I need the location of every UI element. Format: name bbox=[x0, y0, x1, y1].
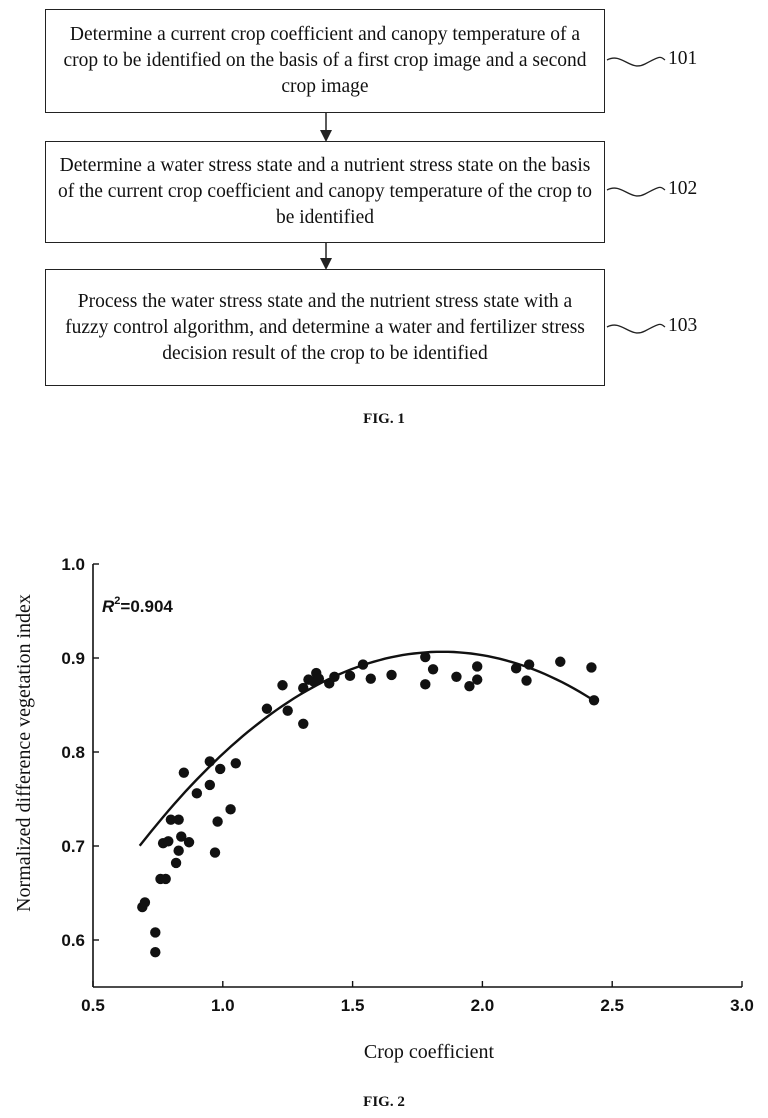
data-point bbox=[140, 897, 150, 907]
data-point bbox=[205, 780, 215, 790]
fig1-caption: FIG. 1 bbox=[363, 411, 405, 427]
data-point bbox=[176, 831, 186, 841]
data-point bbox=[150, 947, 160, 957]
data-point bbox=[155, 874, 165, 884]
chart-fit-curve bbox=[140, 652, 597, 846]
data-point bbox=[345, 671, 355, 681]
data-point bbox=[277, 680, 287, 690]
chart-points bbox=[137, 652, 599, 958]
y-axis-label: Normalized difference vegetation index bbox=[13, 594, 35, 912]
data-point bbox=[231, 758, 241, 768]
data-point bbox=[386, 670, 396, 680]
data-point bbox=[262, 704, 272, 714]
data-point bbox=[311, 668, 321, 678]
y-tick-label: 0.6 bbox=[61, 931, 85, 950]
r-superscript: 2 bbox=[114, 595, 121, 607]
data-point bbox=[303, 674, 313, 684]
r-squared-value: =0.904 bbox=[120, 597, 173, 616]
x-tick-label: 2.5 bbox=[600, 996, 625, 1015]
data-point bbox=[158, 838, 168, 848]
data-point bbox=[428, 664, 438, 674]
data-point bbox=[358, 659, 368, 669]
data-point bbox=[314, 673, 324, 683]
ref-leader-102 bbox=[607, 187, 665, 196]
data-point bbox=[166, 814, 176, 824]
data-point bbox=[225, 804, 235, 814]
data-point bbox=[137, 902, 147, 912]
y-tick-label: 0.8 bbox=[61, 743, 85, 762]
x-tick-label: 2.0 bbox=[470, 996, 495, 1015]
y-tick-label: 0.7 bbox=[61, 837, 85, 856]
data-point bbox=[215, 764, 225, 774]
flow-step-102-text: Determine a water stress state and a nutrient stress state on the basis of the current crop coefficient and canopy temperature of the crop to be identified bbox=[57, 155, 593, 228]
r-squared-annotation bbox=[102, 595, 173, 616]
flowchart-connectors bbox=[0, 0, 768, 420]
data-point bbox=[184, 837, 194, 847]
fig2-caption: FIG. 2 bbox=[363, 1094, 405, 1110]
chart-axes bbox=[93, 564, 742, 987]
y-tick-label: 1.0 bbox=[61, 555, 85, 574]
data-point bbox=[521, 675, 531, 685]
data-point bbox=[586, 662, 596, 672]
data-point bbox=[589, 695, 599, 705]
data-point bbox=[420, 679, 430, 689]
data-point bbox=[555, 657, 565, 667]
data-point bbox=[179, 767, 189, 777]
x-tick-label: 0.5 bbox=[81, 996, 105, 1015]
data-point bbox=[171, 858, 181, 868]
data-point bbox=[298, 719, 308, 729]
x-tick-label: 3.0 bbox=[730, 996, 754, 1015]
flow-step-101-text: Determine a current crop coefficient and canopy temperature of a crop to be identified on the basis of a first crop image and a second crop image bbox=[63, 24, 587, 97]
ref-label-103: 103 bbox=[668, 315, 698, 336]
data-point bbox=[283, 705, 293, 715]
data-point bbox=[160, 874, 170, 884]
ref-label-101: 101 bbox=[668, 48, 698, 69]
chart-ticks bbox=[61, 555, 753, 1015]
data-point bbox=[524, 659, 534, 669]
data-point bbox=[163, 836, 173, 846]
x-tick-label: 1.0 bbox=[210, 996, 235, 1015]
data-point bbox=[192, 788, 202, 798]
data-point bbox=[472, 661, 482, 671]
data-point bbox=[451, 672, 461, 682]
data-point bbox=[472, 674, 482, 684]
data-point bbox=[511, 663, 521, 673]
x-axis-label: Crop coefficient bbox=[363, 1041, 495, 1063]
fit-curve-line bbox=[140, 652, 597, 846]
data-point bbox=[212, 816, 222, 826]
ref-leader-103 bbox=[607, 324, 665, 333]
data-point bbox=[205, 756, 215, 766]
r-symbol: R bbox=[102, 597, 115, 616]
data-point bbox=[366, 673, 376, 683]
ref-label-102: 102 bbox=[668, 178, 698, 199]
data-point bbox=[173, 814, 183, 824]
data-point bbox=[420, 652, 430, 662]
data-point bbox=[298, 683, 308, 693]
ref-leader-101 bbox=[607, 57, 665, 66]
data-point bbox=[329, 672, 339, 682]
data-point bbox=[308, 676, 318, 686]
y-tick-label: 0.9 bbox=[61, 649, 85, 668]
data-point bbox=[210, 847, 220, 857]
data-point bbox=[324, 678, 334, 688]
data-point bbox=[464, 681, 474, 691]
x-tick-label: 1.5 bbox=[340, 996, 365, 1015]
data-point bbox=[173, 846, 183, 856]
flow-step-103-text: Process the water stress state and the nutrient stress state with a fuzzy control algorithm, and determine a water and fertilizer stress decision result of the crop to be identified bbox=[65, 290, 585, 364]
data-point bbox=[150, 927, 160, 937]
